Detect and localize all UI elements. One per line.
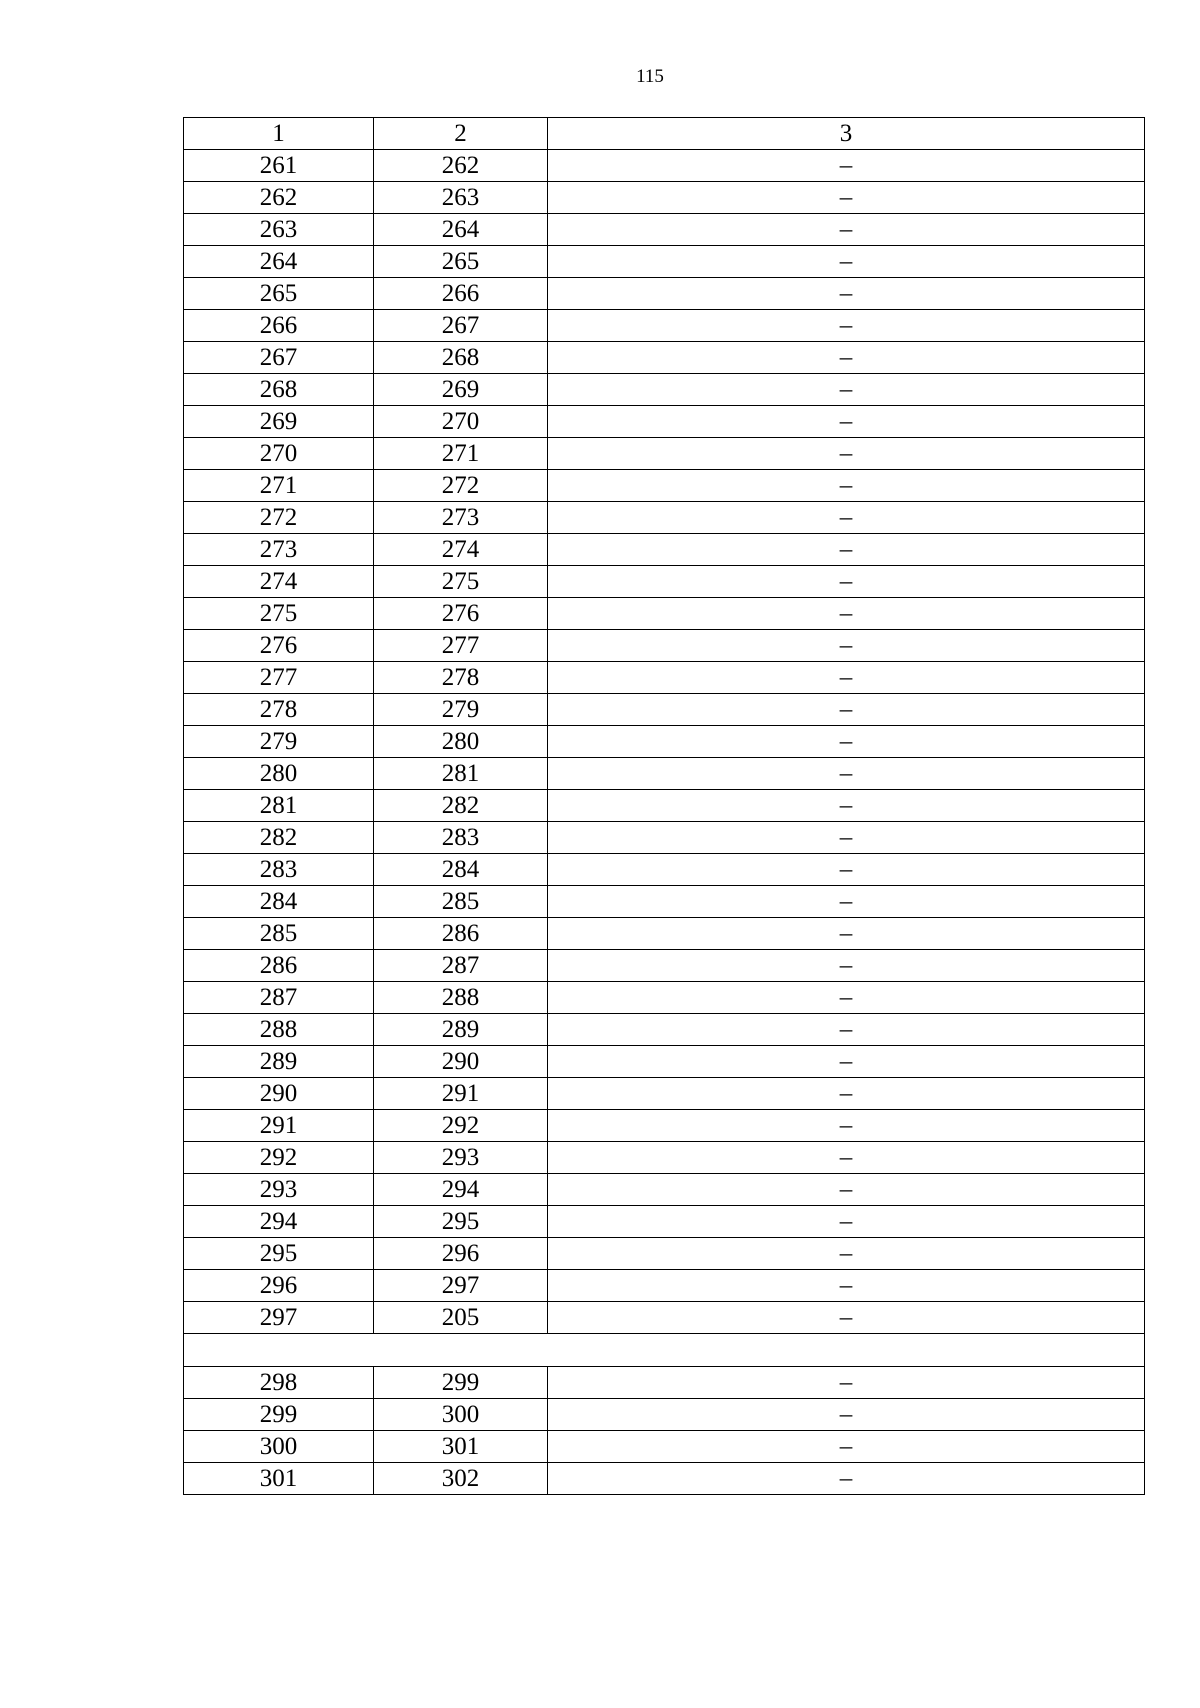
table-cell-col2: 271 (374, 438, 548, 470)
table-cell-col3: – (548, 310, 1145, 342)
table-row (184, 694, 1145, 726)
table-cell-col2: 272 (374, 470, 548, 502)
table-row (184, 1014, 1145, 1046)
table-row (184, 374, 1145, 406)
table-cell-col1: 300 (184, 1431, 374, 1463)
table-cell-col3: – (548, 822, 1145, 854)
table-cell-col3: – (548, 1399, 1145, 1431)
table-cell-col2: 279 (374, 694, 548, 726)
table-cell-col3: – (548, 278, 1145, 310)
table-cell-col2: 274 (374, 534, 548, 566)
table-cell-col1: 283 (184, 854, 374, 886)
table-cell-col3: – (548, 1463, 1145, 1495)
table-cell-col3: – (548, 630, 1145, 662)
table-cell-col2: 267 (374, 310, 548, 342)
page-number: 115 (636, 66, 664, 87)
table-cell-col1: 301 (184, 1463, 374, 1495)
table-cell-col3: – (548, 662, 1145, 694)
table-cell-col1: 288 (184, 1014, 374, 1046)
table-cell-col1: 264 (184, 246, 374, 278)
table-row (184, 1367, 1145, 1399)
table-cell-col2: 300 (374, 1399, 548, 1431)
table-cell-col3: – (548, 598, 1145, 630)
table-row (184, 278, 1145, 310)
table-cell-col2: 296 (374, 1238, 548, 1270)
table-body (184, 118, 1145, 1495)
table-cell-col2: 264 (374, 214, 548, 246)
table-cell-col2: 293 (374, 1142, 548, 1174)
table-row (184, 214, 1145, 246)
table-cell-col2: 276 (374, 598, 548, 630)
table-cell-col2: 290 (374, 1046, 548, 1078)
header-cell-2: 2 (374, 118, 548, 150)
table-cell-col3: – (548, 918, 1145, 950)
table-cell-col2: 281 (374, 758, 548, 790)
table-cell-col1: 269 (184, 406, 374, 438)
table-cell-col2: 205 (374, 1302, 548, 1334)
table-cell-col1: 278 (184, 694, 374, 726)
table-cell-col2: 299 (374, 1367, 548, 1399)
table-cell-col3: – (548, 982, 1145, 1014)
table-row (184, 470, 1145, 502)
table-row (184, 1046, 1145, 1078)
table-cell-col2: 275 (374, 566, 548, 598)
table-cell-col3: – (548, 1238, 1145, 1270)
table-cell-col1: 286 (184, 950, 374, 982)
table-row (184, 982, 1145, 1014)
table-cell-col3: – (548, 790, 1145, 822)
table-cell-col2: 288 (374, 982, 548, 1014)
table-row (184, 822, 1145, 854)
table-cell-col3: – (548, 406, 1145, 438)
table-cell-col1: 271 (184, 470, 374, 502)
table-cell-col1: 276 (184, 630, 374, 662)
table-cell-col1: 294 (184, 1206, 374, 1238)
table-row (184, 1078, 1145, 1110)
table-cell-col2: 292 (374, 1110, 548, 1142)
table-row (184, 854, 1145, 886)
table-row (184, 246, 1145, 278)
table-cell-col1: 277 (184, 662, 374, 694)
table-cell-col2: 294 (374, 1174, 548, 1206)
table-cell-col2: 287 (374, 950, 548, 982)
table-cell-col2: 297 (374, 1270, 548, 1302)
table-cell-col1: 299 (184, 1399, 374, 1431)
table-cell-col3: – (548, 726, 1145, 758)
table-cell-col3: – (548, 470, 1145, 502)
table-cell-col3: – (548, 374, 1145, 406)
table-cell-col3: – (548, 438, 1145, 470)
table-cell-col1: 296 (184, 1270, 374, 1302)
table-row (184, 534, 1145, 566)
table-cell-col1: 267 (184, 342, 374, 374)
table-cell-col2: 286 (374, 918, 548, 950)
table-row (184, 1302, 1145, 1334)
table-cell-col3: – (548, 1110, 1145, 1142)
table-cell-col2: 262 (374, 150, 548, 182)
table-cell-col1: 263 (184, 214, 374, 246)
table-cell-col2: 302 (374, 1463, 548, 1495)
table-row (184, 1142, 1145, 1174)
table-row (184, 630, 1145, 662)
table-cell-col3: – (548, 758, 1145, 790)
table-cell-col3: – (548, 1142, 1145, 1174)
table-cell-col1: 298 (184, 1367, 374, 1399)
table-row (184, 758, 1145, 790)
table-cell-col1: 266 (184, 310, 374, 342)
table-cell-col1: 289 (184, 1046, 374, 1078)
table-header-row (184, 118, 1145, 150)
table-cell-col1: 280 (184, 758, 374, 790)
table-cell-col2: 295 (374, 1206, 548, 1238)
table-cell-col1: 287 (184, 982, 374, 1014)
table-cell-col2: 282 (374, 790, 548, 822)
table-cell-col3: – (548, 214, 1145, 246)
table-row (184, 790, 1145, 822)
table-spacer-cell (184, 1334, 1145, 1367)
table-cell-col2: 273 (374, 502, 548, 534)
table-row (184, 598, 1145, 630)
table-cell-col1: 285 (184, 918, 374, 950)
table-cell-col3: – (548, 1431, 1145, 1463)
table-cell-col3: – (548, 1367, 1145, 1399)
table-cell-col3: – (548, 694, 1145, 726)
data-table (183, 117, 1145, 1495)
table-row (184, 1206, 1145, 1238)
table-cell-col2: 268 (374, 342, 548, 374)
header-cell-3: 3 (548, 118, 1145, 150)
table-cell-col2: 266 (374, 278, 548, 310)
table-cell-col2: 269 (374, 374, 548, 406)
table-cell-col2: 277 (374, 630, 548, 662)
table-cell-col1: 293 (184, 1174, 374, 1206)
table-cell-col1: 291 (184, 1110, 374, 1142)
table-cell-col1: 284 (184, 886, 374, 918)
table-cell-col3: – (548, 566, 1145, 598)
table-cell-col1: 295 (184, 1238, 374, 1270)
table-row (184, 342, 1145, 374)
table-row (184, 502, 1145, 534)
table-row (184, 182, 1145, 214)
table-cell-col1: 272 (184, 502, 374, 534)
table-cell-col3: – (548, 502, 1145, 534)
table-cell-col1: 273 (184, 534, 374, 566)
table-row (184, 726, 1145, 758)
table-cell-col3: – (548, 1014, 1145, 1046)
table-row (184, 1431, 1145, 1463)
table-cell-col1: 282 (184, 822, 374, 854)
table-row (184, 438, 1145, 470)
table-cell-col3: – (548, 1078, 1145, 1110)
table-row (184, 950, 1145, 982)
table-cell-col2: 284 (374, 854, 548, 886)
table-cell-col3: – (548, 534, 1145, 566)
table-cell-col3: – (548, 1206, 1145, 1238)
table-cell-col1: 279 (184, 726, 374, 758)
table-cell-col2: 278 (374, 662, 548, 694)
table-cell-col1: 275 (184, 598, 374, 630)
table-cell-col1: 262 (184, 182, 374, 214)
table-cell-col2: 291 (374, 1078, 548, 1110)
table-row (184, 1174, 1145, 1206)
table-row (184, 1399, 1145, 1431)
table-cell-col3: – (548, 1302, 1145, 1334)
header-cell-1: 1 (184, 118, 374, 150)
table-cell-col2: 270 (374, 406, 548, 438)
table-cell-col1: 297 (184, 1302, 374, 1334)
table-spacer-row (184, 1334, 1145, 1367)
table-cell-col3: – (548, 950, 1145, 982)
table-cell-col1: 268 (184, 374, 374, 406)
table-cell-col1: 290 (184, 1078, 374, 1110)
table-cell-col3: – (548, 886, 1145, 918)
table-cell-col3: – (548, 182, 1145, 214)
table-row (184, 406, 1145, 438)
table-cell-col2: 283 (374, 822, 548, 854)
table-cell-col3: – (548, 342, 1145, 374)
table-cell-col2: 263 (374, 182, 548, 214)
table-cell-col3: – (548, 854, 1145, 886)
table-cell-col1: 292 (184, 1142, 374, 1174)
table-cell-col1: 261 (184, 150, 374, 182)
table-cell-col3: – (548, 150, 1145, 182)
table-row (184, 150, 1145, 182)
table-cell-col1: 274 (184, 566, 374, 598)
table-cell-col2: 265 (374, 246, 548, 278)
table-cell-col2: 285 (374, 886, 548, 918)
table-cell-col2: 280 (374, 726, 548, 758)
table-cell-col3: – (548, 246, 1145, 278)
table-row (184, 1463, 1145, 1495)
table-row (184, 1238, 1145, 1270)
table-row (184, 662, 1145, 694)
table-cell-col1: 265 (184, 278, 374, 310)
table-cell-col1: 281 (184, 790, 374, 822)
table-row (184, 566, 1145, 598)
table-row (184, 1270, 1145, 1302)
table-cell-col1: 270 (184, 438, 374, 470)
table-row (184, 1110, 1145, 1142)
table-cell-col3: – (548, 1270, 1145, 1302)
table-cell-col3: – (548, 1174, 1145, 1206)
table-row (184, 310, 1145, 342)
table-cell-col2: 301 (374, 1431, 548, 1463)
table-row (184, 886, 1145, 918)
table-row (184, 918, 1145, 950)
table-cell-col3: – (548, 1046, 1145, 1078)
table-cell-col2: 289 (374, 1014, 548, 1046)
